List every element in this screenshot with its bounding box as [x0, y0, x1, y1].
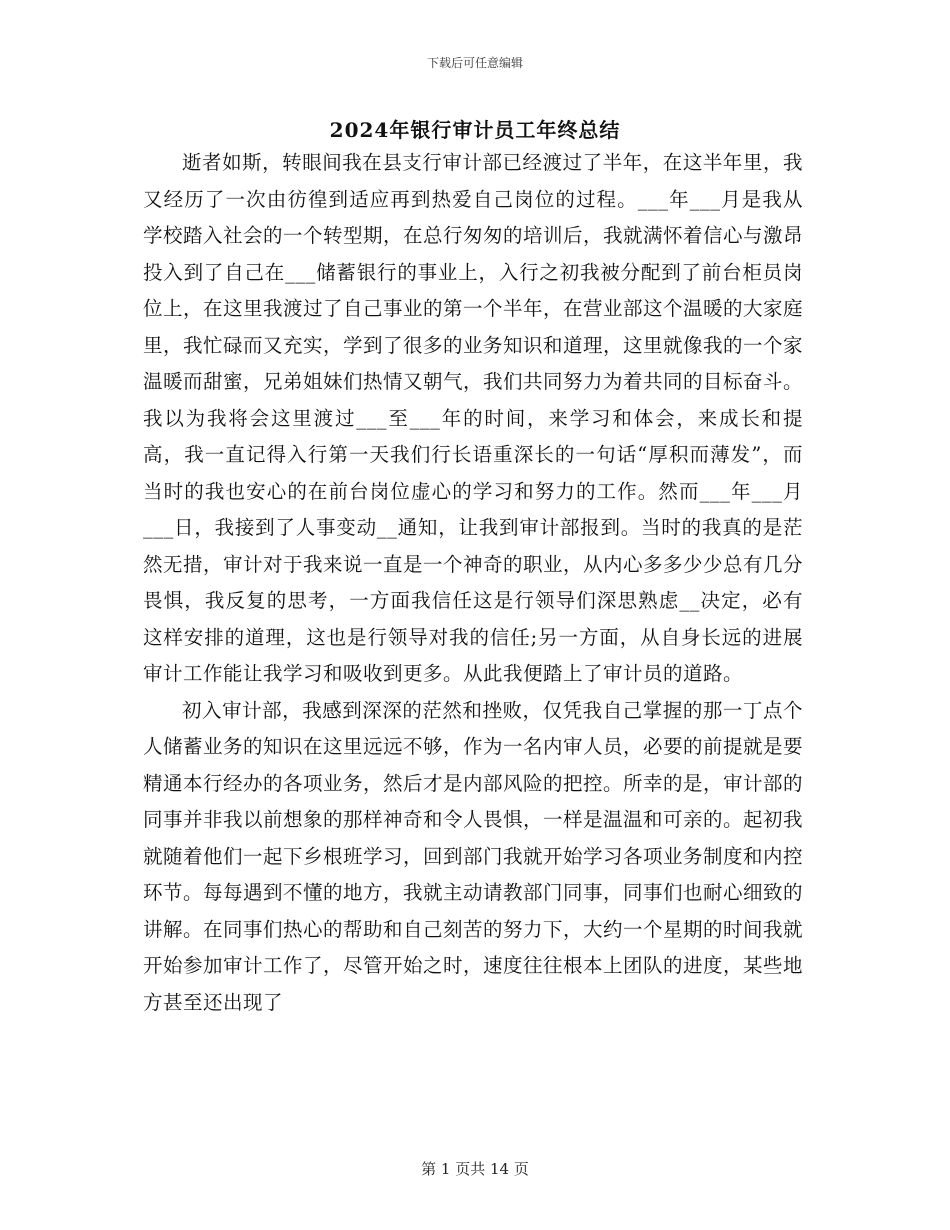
page-number: 第 1 页共 14 页	[421, 1160, 529, 1178]
header-note: 下载后可任意编辑	[426, 56, 523, 70]
document-title: 2024年银行审计员工年终总结	[329, 118, 621, 142]
paragraph-1: 逝者如斯，转眼间我在县支行审计部已经渡过了半年，在这半年里，我又经历了一次由彷徨到适应再到热爱自己岗位的过程。___年___月是我从学校踏入社会的一个转型期，在总行匆匆的培训后，我就满怀着信心与激昂投入到了自己在___储蓄银行的事业上，入行之初我被分配到了前台柜员岗位上，在这里我渡过了自己事业的第一个半年，在营业部这个温暖的大家庭里，我忙碌而又充实，学到了很多的业务知识和道理，这里就像我的一个家温暖而甜蜜，兄弟姐妹们热情又朝气，我们共同努力为着共同的目标奋斗。我以为我将会这里渡过___至___年的时间，来学习和体会，来成长和提高，我一直记得入行第一天我们行长语重深长的一句话“厚积而薄发”，而当时的我也安心的在前台岗位虚心的学习和努力的工作。然而___年___月___日，我接到了人事变动__通知，让我到审计部报到。当时的我真的是茫然无措，审计对于我来说一直是一个神奇的职业，从内心多多少少总有几分畏惧，我反复的思考，一方面我信任这是行领导们深思熟虑__决定，必有这样安排的道理，这也是行领导对我的信任;另一方面，从自身长远的进展审计工作能让我学习和吸收到更多。从此我便踏上了审计员的道路。	[143, 151, 804, 685]
paragraph-2: 初入审计部，我感到深深的茫然和挫败，仅凭我自己掌握的那一丁点个人储蓄业务的知识在这里远远不够，作为一名内审人员，必要的前提就是要精通本行经办的各项业务，然后才是内部风险的把控。所幸的是，审计部的同事并非我以前想象的那样神奇和令人畏惧，一样是温温和可亲的。起初我就随着他们一起下乡根班学习，回到部门我就开始学习各项业务制度和内控环节。每每遇到不懂的地方，我就主动请教部门同事，同事们也耐心细致的讲解。在同事们热心的帮助和自己刻苦的努力下，大约一个星期的时间我就开始参加审计工作了，尽管开始之时，速度往往根本上团队的进度，某些地方甚至还出现了	[143, 698, 804, 1014]
document-body	[143, 145, 803, 1021]
